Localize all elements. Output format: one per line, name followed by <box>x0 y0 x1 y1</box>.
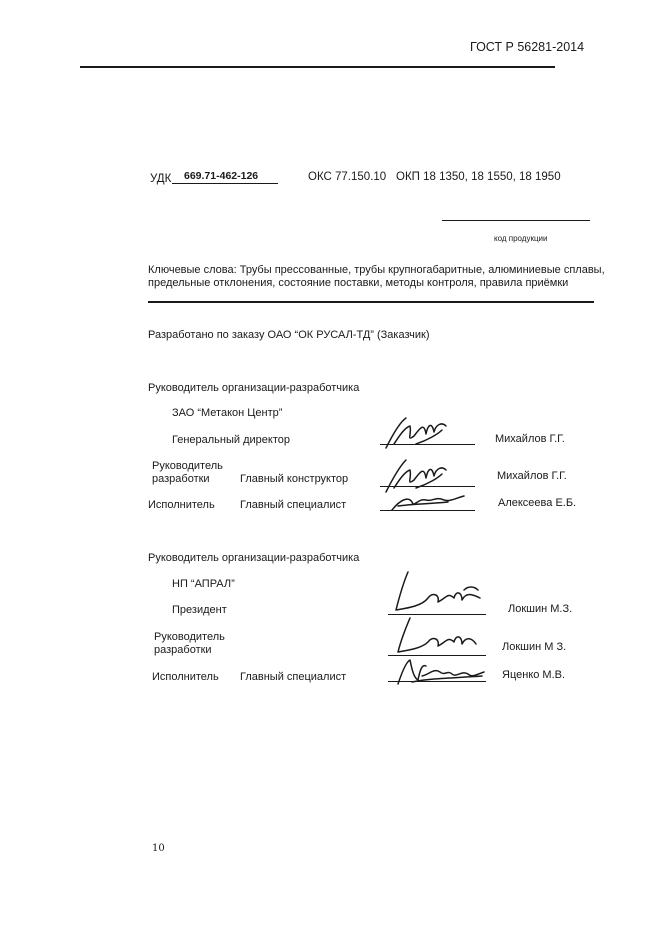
keywords-line-2: предельные отклонения, состояние поставки, методы контроля, правила приёмки <box>148 277 569 289</box>
org1-role-executor: Исполнитель <box>148 499 215 511</box>
org1-person-director: Михайлов Г.Г. <box>495 433 565 445</box>
page-number: 10 <box>152 843 165 854</box>
org2-heading: Руководитель организации-разработчика <box>148 552 360 564</box>
org2-position-executor: Главный специалист <box>240 671 347 683</box>
signature-mikhailov-1 <box>376 414 472 454</box>
keywords-rule <box>148 301 594 303</box>
signature-lokshin-1 <box>388 568 488 618</box>
signature-alekseeva <box>378 490 474 516</box>
org2-person-executor: Яценко М.В. <box>502 669 566 681</box>
header-rule <box>80 66 555 68</box>
udk-value: 669.71-462-126 <box>184 170 259 182</box>
product-code-line <box>442 220 590 221</box>
keywords-line-1: Ключевые слова: Трубы прессованные, трубы крупногабаритные, алюминиевые сплавы, <box>148 264 605 276</box>
org1-role-lead-2: разработки <box>152 473 210 485</box>
org1-name: ЗАО “Метакон Центр” <box>172 407 283 419</box>
commissioned-by: Разработано по заказу ОАО “ОК РУСАЛ-ТД” (Заказчик) <box>148 329 430 341</box>
org1-person-executor: Алексеева Е.Б. <box>498 497 577 509</box>
org2-role-president: Президент <box>172 604 227 616</box>
org1-position-lead: Главный конструктор <box>240 473 349 485</box>
org1-person-lead: Михайлов Г.Г. <box>497 470 567 482</box>
udk-underline <box>172 183 278 184</box>
org1-role-lead-1: Руководитель <box>152 460 223 472</box>
product-code-label: код продукции <box>494 234 548 243</box>
org2-person-lead: Локшин М З. <box>502 641 567 653</box>
org2-person-president: Локшин М.З. <box>508 603 573 615</box>
org2-role-executor: Исполнитель <box>152 671 219 683</box>
org2-name: НП “АПРАЛ” <box>172 578 235 590</box>
org2-role-lead-2: разработки <box>154 644 212 656</box>
signature-yatsenko <box>392 656 488 688</box>
udk-label: УДК <box>150 173 172 185</box>
org2-role-lead-1: Руководитель <box>154 631 225 643</box>
okp-code: ОКП 18 1350, 18 1550, 18 1950 <box>396 171 561 183</box>
org1-role-director: Генеральный директор <box>172 434 290 446</box>
org1-heading: Руководитель организации-разработчика <box>148 382 360 394</box>
signature-lokshin-2 <box>392 614 482 660</box>
org1-position-executor: Главный специалист <box>240 499 347 511</box>
oks-code: ОКС 77.150.10 <box>308 171 387 183</box>
standard-number: ГОСТ Р 56281-2014 <box>470 40 585 54</box>
